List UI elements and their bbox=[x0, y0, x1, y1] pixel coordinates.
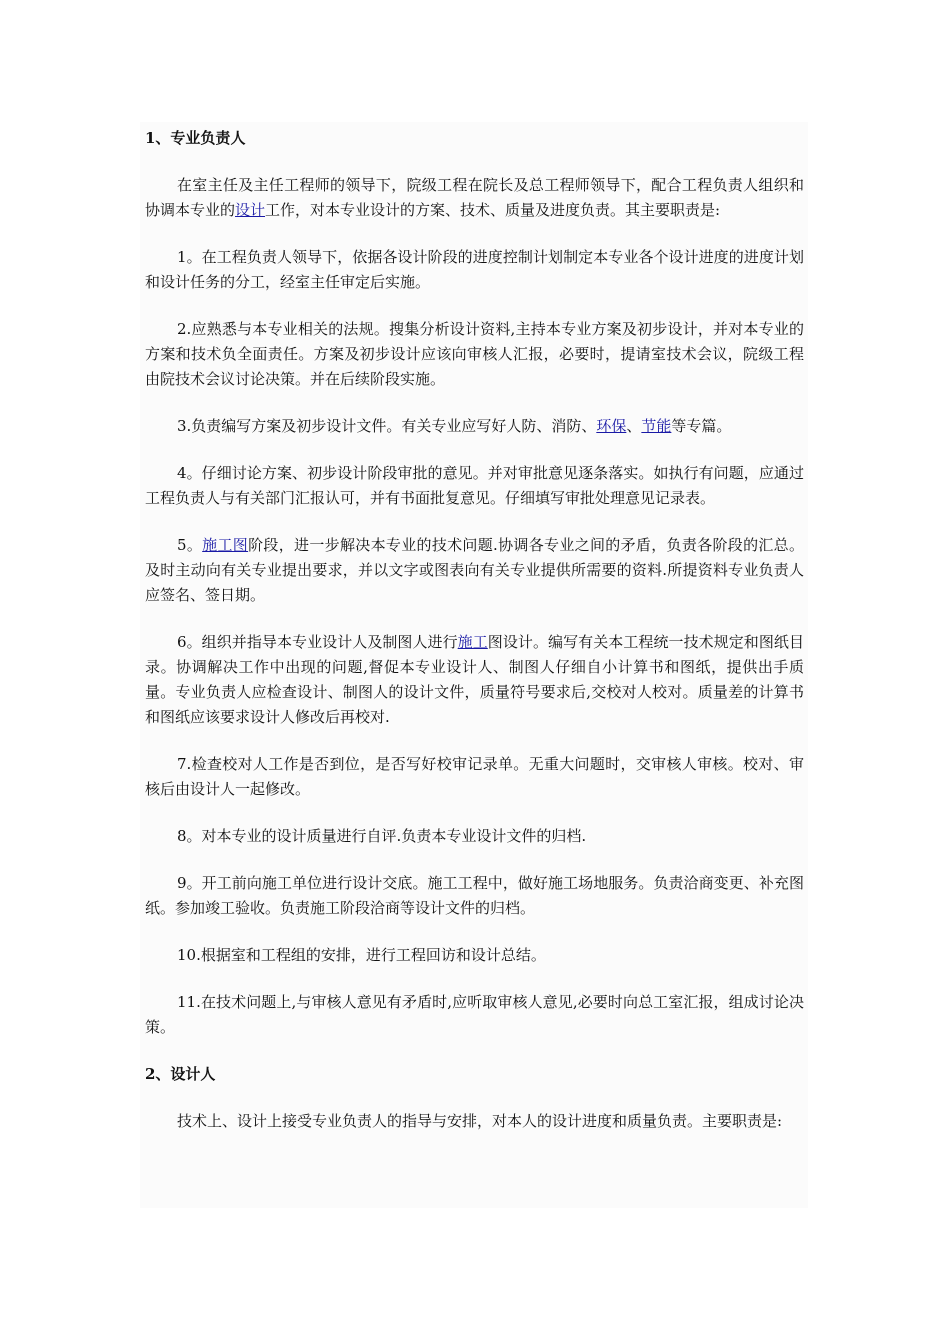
duty-item-11: 11.在技术问题上,与审核人意见有矛盾时,应听取审核人意见,必要时向总工室汇报，组成讨论决策。 bbox=[145, 993, 804, 1036]
link-energy-saving[interactable]: 节能 bbox=[641, 417, 672, 435]
duty-item-7: 7.检查校对人工作是否到位，是否写好校审记录单。无重大问题时，交审核人审核。校对、审核后由设计人一起修改。 bbox=[145, 755, 804, 798]
duty-item-1: 1。在工程负责人领导下，依据各设计阶段的进度控制计划制定本专业各个设计进度的进度计划和设计任务的分工，经室主任审定后实施。 bbox=[145, 248, 804, 291]
duty-item-5: 5。施工图阶段，进一步解决本专业的技术问题.协调各专业之间的矛盾，负责各阶段的汇总。及时主动向有关专业提出要求，并以文字或图表向有关专业提供所需要的资料.所提资料专业负责人应签名、签日期。 bbox=[145, 536, 804, 604]
document-content bbox=[140, 122, 808, 1208]
section1-intro: 在室主任及主任工程师的领导下，院级工程在院长及总工程师领导下，配合工程负责人组织和协调本专业的设计工作，对本专业设计的方案、技术、质量及进度负责。其主要职责是: bbox=[145, 176, 804, 219]
link-environmental[interactable]: 环保 bbox=[596, 417, 627, 435]
duty-item-9: 9。开工前向施工单位进行设计交底。施工工程中，做好施工场地服务。负责洽商变更、补充图纸。参加竣工验收。负责施工阶段洽商等设计文件的归档。 bbox=[145, 874, 804, 917]
duty-item-4: 4。仔细讨论方案、初步设计阶段审批的意见。并对审批意见逐条落实。如执行有问题，应通过工程负责人与有关部门汇报认可，并有书面批复意见。仔细填写审批处理意见记录表。 bbox=[145, 464, 804, 507]
section2-intro: 技术上、设计上接受专业负责人的指导与安排，对本人的设计进度和质量负责。主要职责是: bbox=[177, 1112, 783, 1130]
link-construction[interactable]: 施工 bbox=[457, 633, 488, 651]
link-construction-drawing[interactable]: 施工图 bbox=[202, 536, 249, 554]
section-heading-designer: 2、设计人 bbox=[145, 1065, 216, 1083]
duty-item-6: 6。组织并指导本专业设计人及制图人进行施工图设计。编写有关本工程统一技术规定和图纸目录。协调解决工作中出现的问题,督促本专业设计人、制图人仔细自小计算书和图纸，提供出手质量。专业负责人应检查设计、制图人的设计文件，质量符号要求后,交校对人校对。质量差的计算书和图纸应该要求设计人修改后再校对. bbox=[145, 633, 804, 726]
duty-item-3: 3.负责编写方案及初步设计文件。有关专业应写好人防、消防、环保、节能等专篇。 bbox=[177, 417, 732, 435]
link-design[interactable]: 设计 bbox=[235, 201, 266, 219]
duty-item-2: 2.应熟悉与本专业相关的法规。搜集分析设计资料,主持本专业方案及初步设计，并对本专业的方案和技术负全面责任。方案及初步设计应该向审核人汇报，必要时，提请室技术会议，院级工程由院技术会议讨论决策。并在后续阶段实施。 bbox=[145, 320, 804, 388]
section-heading-professional-lead: 1、专业负责人 bbox=[145, 129, 246, 147]
duty-item-8: 8。对本专业的设计质量进行自评.负责本专业设计文件的归档. bbox=[177, 827, 587, 845]
duty-item-10: 10.根据室和工程组的安排，进行工程回访和设计总结。 bbox=[177, 946, 546, 964]
